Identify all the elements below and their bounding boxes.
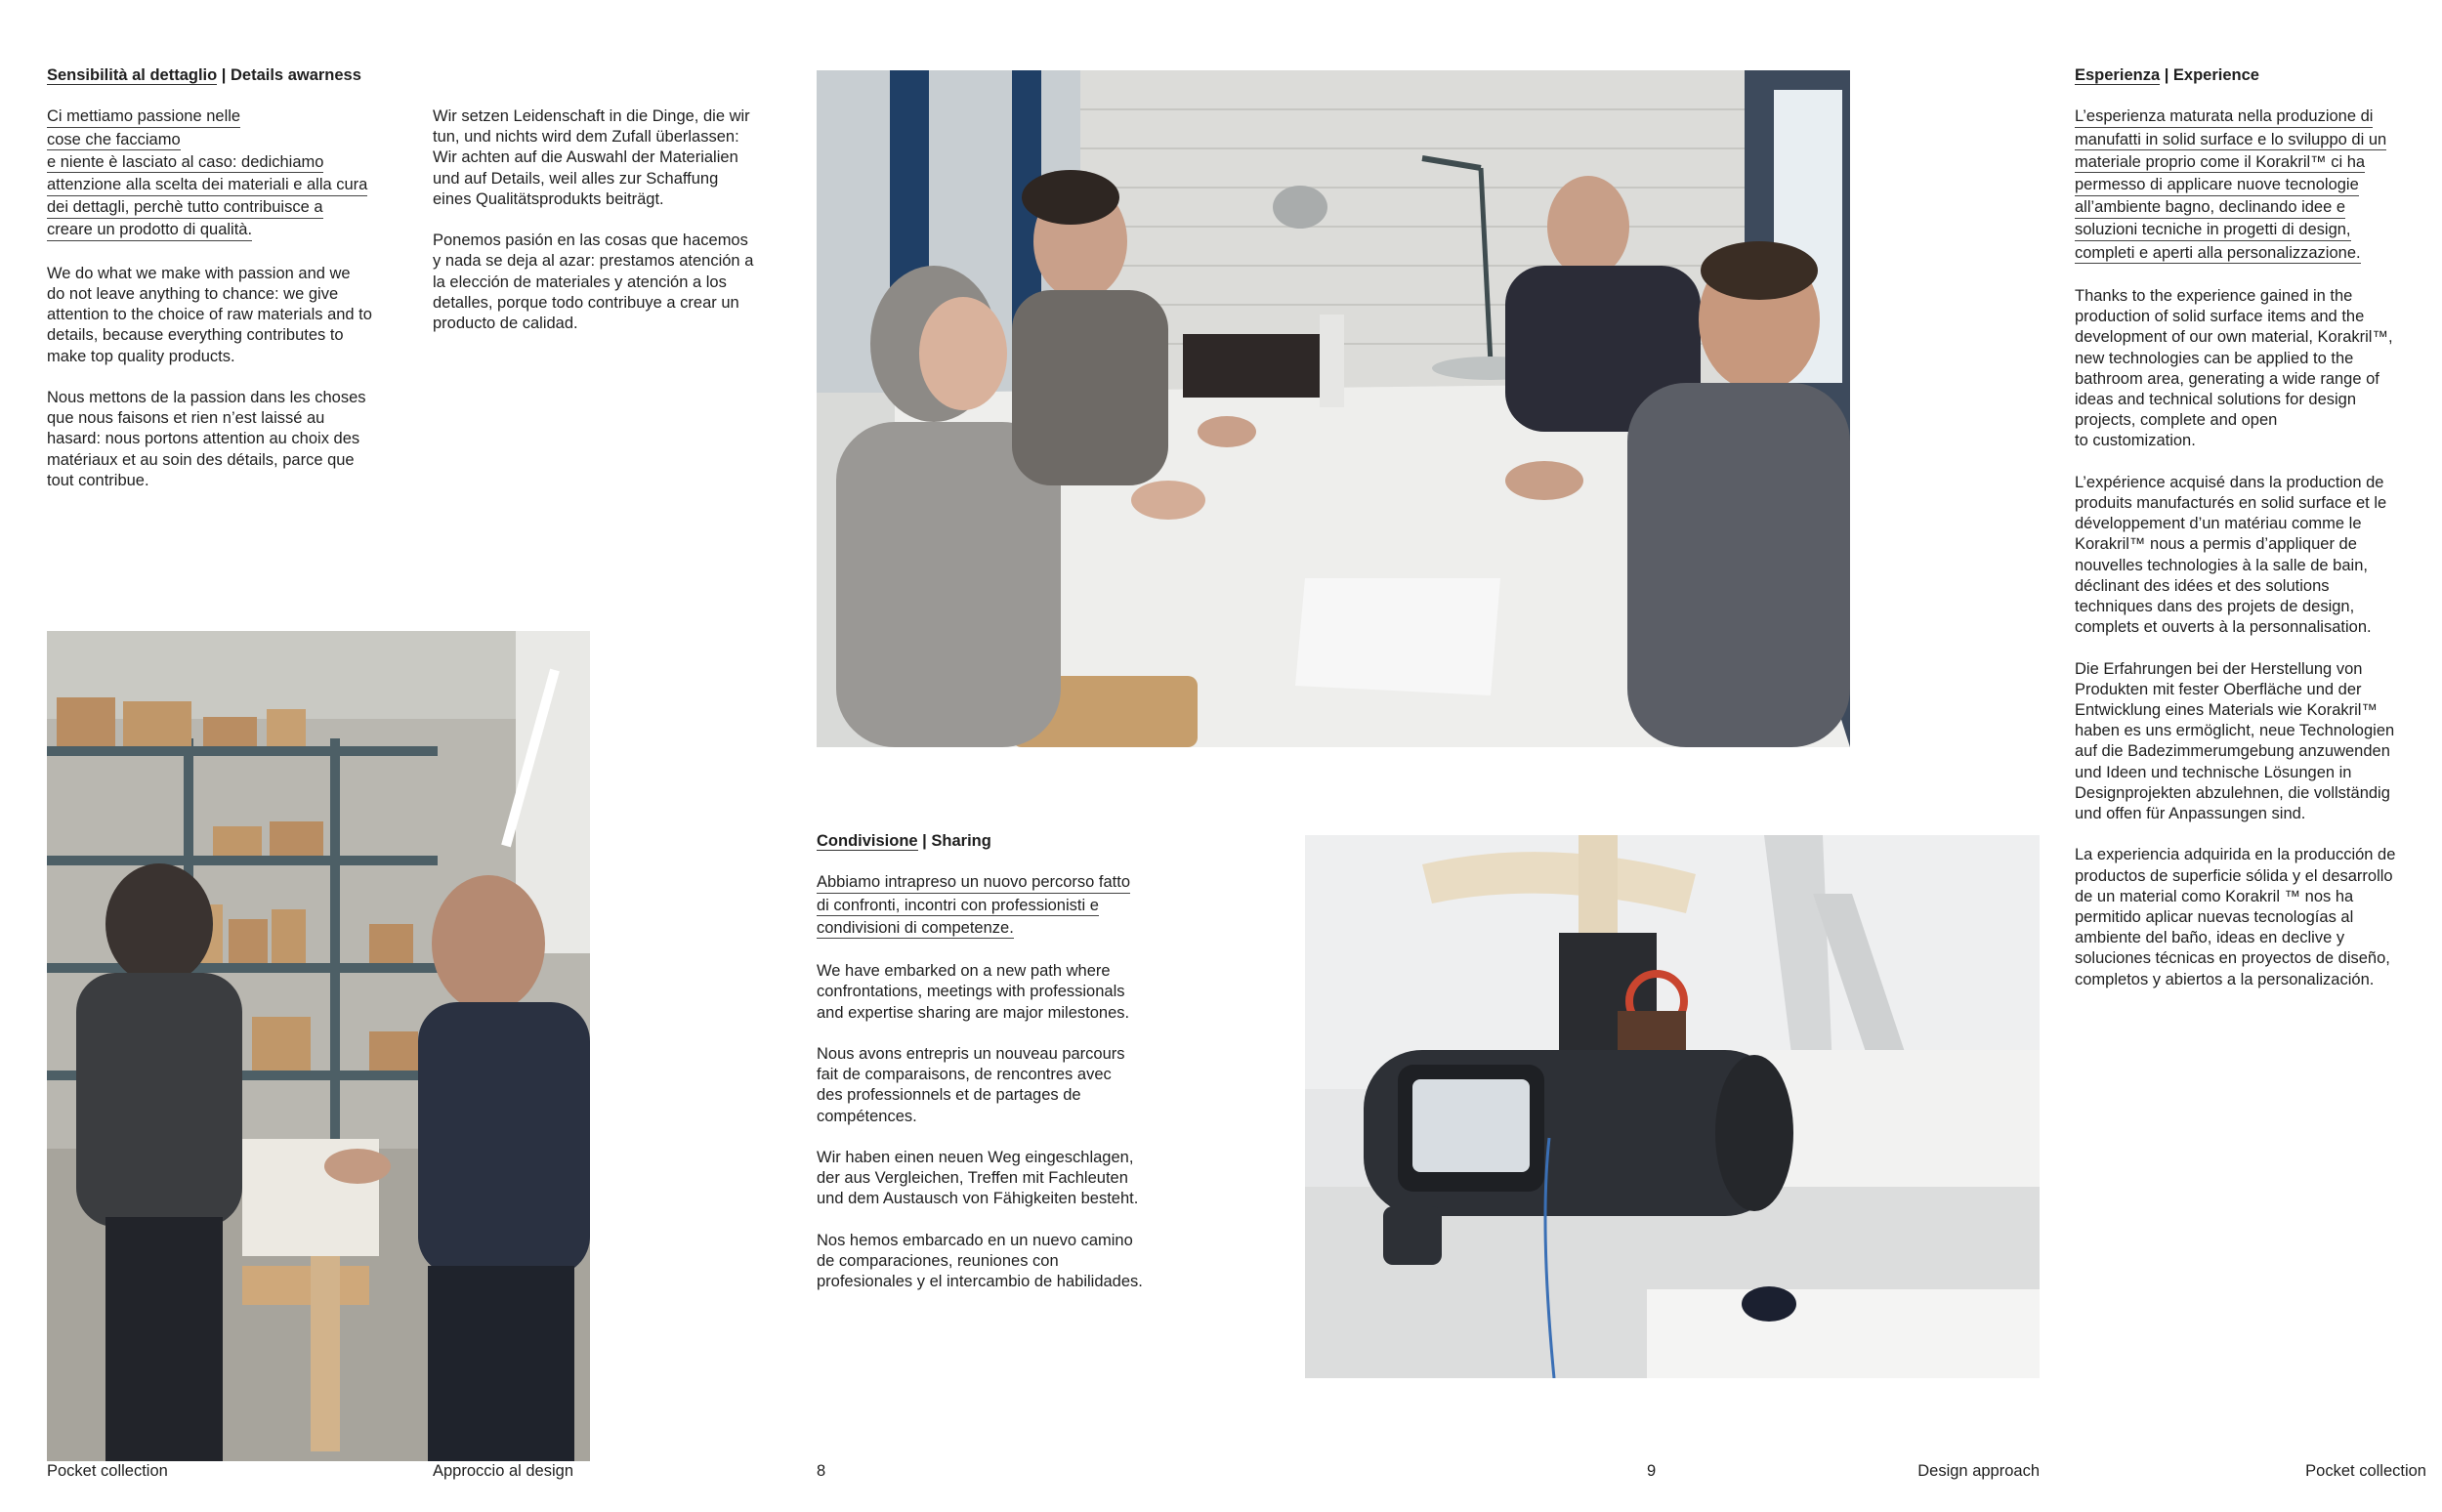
heading-italian: Esperienza bbox=[2075, 66, 2161, 84]
footer-left-page-number: 8 bbox=[817, 1462, 826, 1480]
paragraph-german: Die Erfahrungen bei der Herstellung von Produkten mit fester Oberfläche und der Entwicklung eines Materials wie Korakril™ haben es uns ermöglicht, neue Technologien auf die Badezimmerumgebung anzuwenden und Ideen und technische Lösungen in Designprojekten abzulehnen, die vollständig und offen für Anpassungen sind. bbox=[2075, 659, 2395, 822]
section-sharing bbox=[817, 831, 1207, 1292]
photo-meeting-table bbox=[817, 70, 1850, 747]
heading-separator: | bbox=[917, 832, 932, 850]
intro-italian: Abbiamo intrapreso un nuovo percorso fatto di confronti, incontri con professionisti e condivisioni di competenze. bbox=[817, 872, 1207, 941]
section-heading-details bbox=[47, 65, 408, 86]
section-heading-experience bbox=[2075, 65, 2426, 86]
heading-english: Sharing bbox=[931, 832, 991, 850]
section-experience bbox=[2075, 65, 2426, 990]
paragraph-french: L’expérience acquisé dans la production de produits manufacturés en solid surface et le développement d’un matériau comme le Korakril™ nous a permis d’appliquer de nouvelles technologies à la salle de bain, déclinant des idées et des solutions techniques dans des projets de design, complets et ouverts à la personnalisation. bbox=[2075, 473, 2387, 637]
footer-left-collection: Pocket collection bbox=[47, 1462, 168, 1480]
heading-english: Details awarness bbox=[231, 66, 361, 84]
section-details-awareness-col2 bbox=[433, 106, 784, 334]
paragraph-spanish: La experiencia adquirida en la producción de productos de superficie sólida y el desarrollo de un material como Korakril ™ nos ha permitido aplicar nuevas tecnologías al ambiente del baño, ideas en declive y soluciones técnicas en proyectos de diseño, completos y abiertos a la personalización. bbox=[2075, 846, 2396, 988]
section-details-awareness-col1 bbox=[47, 65, 408, 491]
footer-right-collection: Pocket collection bbox=[2305, 1462, 2426, 1480]
heading-separator: | bbox=[217, 66, 231, 84]
paragraph-spanish: Ponemos pasión en las cosas que hacemos y nada se deja al azar: prestamos atención a la elección de materiales y atención a los detalles, porque todo contribuye a crear un producto de calidad. bbox=[433, 231, 754, 333]
paragraph-spanish: Nos hemos embarcado en un nuevo camino de comparaciones, reuniones con profesionales y el intercambio de habilidades. bbox=[817, 1231, 1143, 1291]
paragraph-french: Nous mettons de la passion dans les choses que nous faisons et rien n’est laissé au hasard: nous portons attention au choix des matériaux et au soin des détails, parce que tout contribue. bbox=[47, 388, 366, 489]
intro-italian: L’esperienza maturata nella produzione di manufatti in solid surface e lo sviluppo di un materiale proprio come il Korakril™ ci ha permesso di applicare nuove tecnologie all’ambiente bagno, declinando idee e soluzioni tecniche in progetti di design, completi e aperti alla personalizzazione. bbox=[2075, 106, 2426, 265]
heading-separator: | bbox=[2160, 66, 2173, 84]
photo-workshop-handshake bbox=[47, 631, 590, 1461]
footer-right-section: Design approach bbox=[1917, 1462, 2040, 1480]
paragraph-english: Thanks to the experience gained in the production of solid surface items and the development of our own material, Korakril™, new technologies can be applied to the bathroom area, generating a wide range of ideas and technical solutions for design projects, complete and open to customization. bbox=[2075, 286, 2393, 450]
paragraph-german: Wir haben einen neuen Weg eingeschlagen, der aus Vergleichen, Treffen mit Fachleuten und dem Austausch von Fähigkeiten besteht. bbox=[817, 1148, 1139, 1208]
section-heading-sharing bbox=[817, 831, 1207, 852]
heading-italian: Sensibilità al dettaglio bbox=[47, 66, 218, 84]
heading-english: Experience bbox=[2172, 66, 2259, 84]
heading-italian: Condivisione bbox=[817, 832, 918, 850]
paragraph-english: We have embarked on a new path where confrontations, meetings with professionals and expertise sharing are major milestones. bbox=[817, 962, 1130, 1022]
paragraph-german: Wir setzen Leidenschaft in die Dinge, die wir tun, und nichts wird dem Zufall überlassen: Wir achten auf die Auswahl der Materialien und auf Details, weil alles zur Schaffung eines Qualitätsprodukts beiträgt. bbox=[433, 107, 750, 208]
paragraph-english: We do what we make with passion and we do not leave anything to chance: we give attention to the choice of raw materials and to details, because everything contributes to make top quality products. bbox=[47, 264, 372, 365]
footer-left-section: Approccio al design bbox=[433, 1462, 574, 1480]
paragraph-french: Nous avons entrepris un nouveau parcours fait de comparaisons, de rencontres avec des professionnels et de partages de compétences. bbox=[817, 1044, 1125, 1125]
intro-italian: Ci mettiamo passione nelle cose che facciamo e niente è lasciato al caso: dedichiamo attenzione alla scelta dei materiali e alla cura dei dettagli, perchè tutto contribuisce a creare un prodotto di qualità. bbox=[47, 106, 408, 242]
footer-right-page-number: 9 bbox=[1647, 1462, 1657, 1480]
photo-cnc-machine bbox=[1305, 835, 2040, 1378]
